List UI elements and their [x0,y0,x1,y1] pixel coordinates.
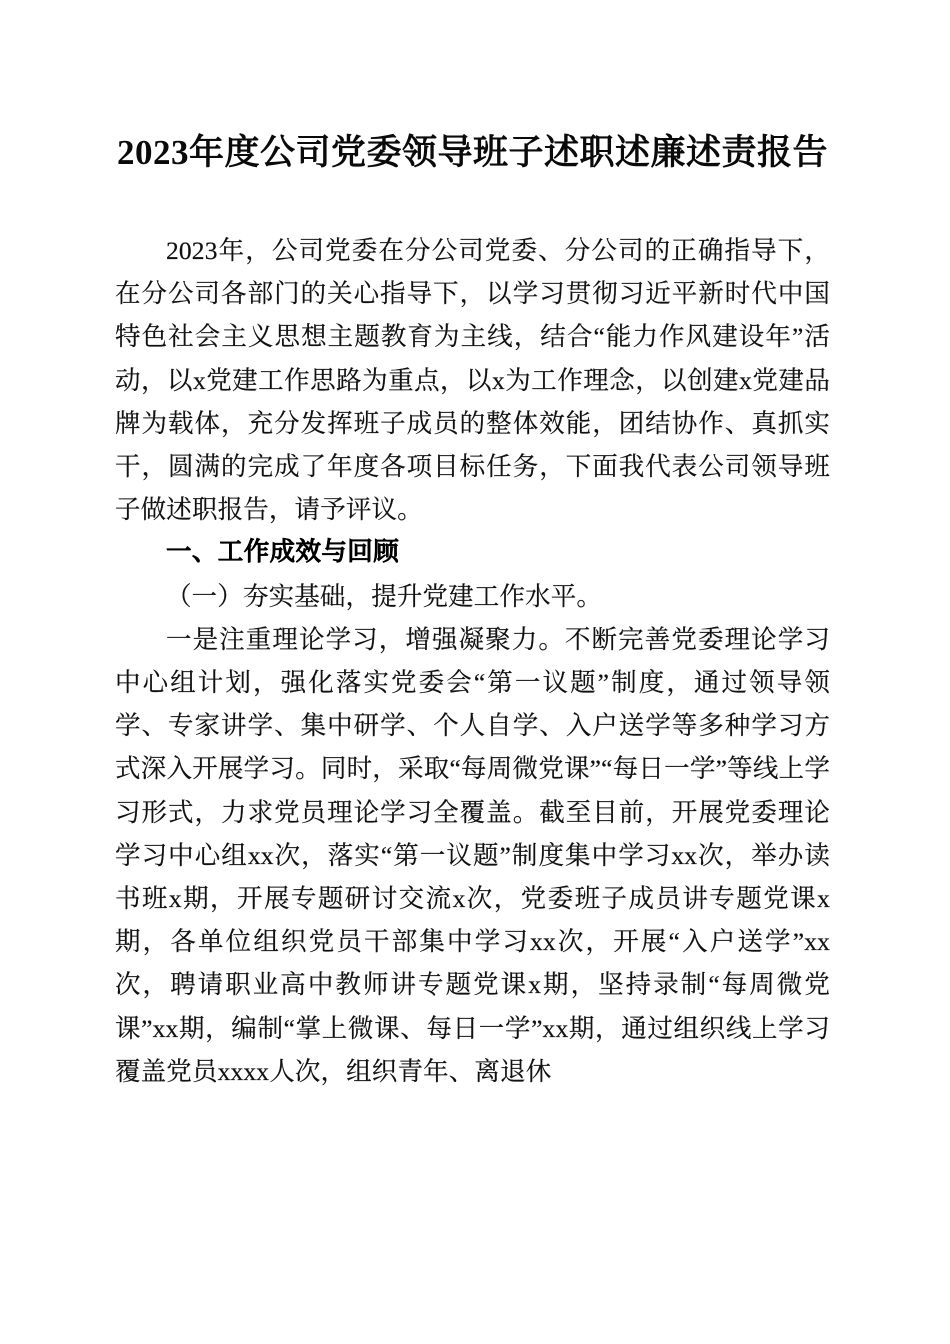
opening-paragraph: 2023年，公司党委在分公司党委、分公司的正确指导下，在分公司各部门的关心指导下，以学习贯彻习近平新时代中国特色社会主义思想主题教育为主线，结合“能力作风建设年”活动，以x党建工作思路为重点，以x为工作理念，以创建x党建品牌为载体，充分发挥班子成员的整体效能，团结协作、真抓实干，圆满的完成了年度各项目标任务，下面我代表公司领导班子做述职报告，请予评议。 [115,236,830,525]
item-paragraph-1: 一是注重理论学习，增强凝聚力。不断完善党委理论学习中心组计划，强化落实党委会“第一议题”制度，通过领导领学、专家讲学、集中研学、个人自学、入户送学等多种学习方式深入开展学习。同时，采取“每周微党课”“每日一学”等线上学习形式，力求党员理论学习全覆盖。截至目前，开展党委理论学习中心组xx次，落实“第一议题”制度集中学习xx次，举办读书班x期，开展专题研讨交流x次，党委班子成员讲专题党课x期，各单位组织党员干部集中学习xx次，开展“入户送学”xx次，聘请职业高中教师讲专题党课x期，坚持录制“每周微党课”xx期，编制“掌上微课、每日一学”xx期，通过组织线上学习覆盖党员xxxx人次，组织青年、离退休 [115,624,830,1086]
section-heading-1: 一、工作成效与回顾 [166,538,400,567]
document-body [115,229,830,1093]
page-title: 2023年度公司党委领导班子述职述廉述责报告 [116,133,828,172]
document-content [115,0,830,1093]
subsection-heading-1-1: （一）夯实基础，提升党建工作水平。 [166,581,603,611]
